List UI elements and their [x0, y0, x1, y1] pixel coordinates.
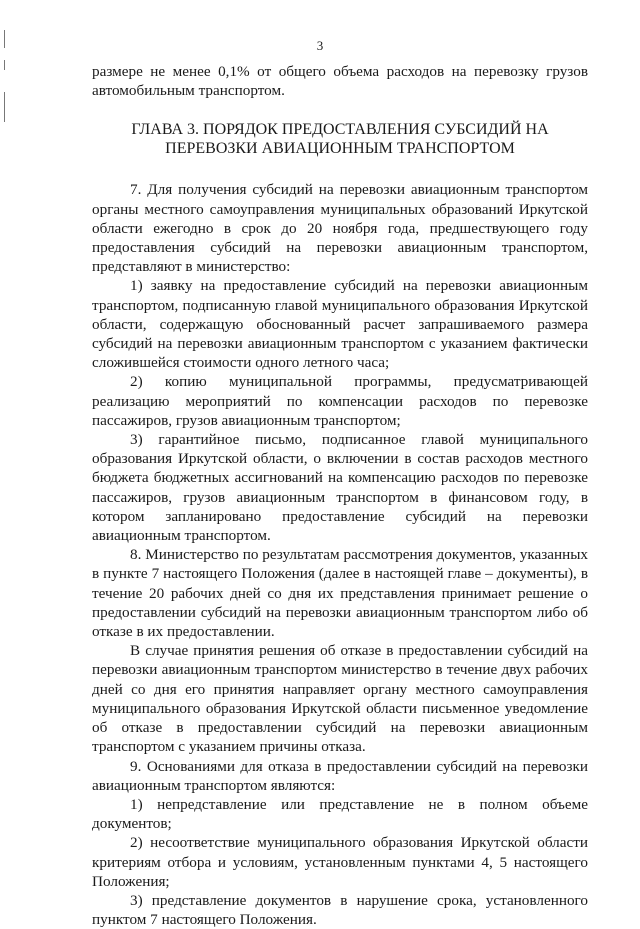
- paragraph-9-item-2: 2) несоответствие муниципального образования Иркутской области критериям отбора и условиям, установленным пунктами 4, 5 настоящего Положения;: [92, 834, 588, 890]
- chapter-heading: ГЛАВА 3. ПОРЯДОК ПРЕДОСТАВЛЕНИЯ СУБСИДИЙ НА ПЕРЕВОЗКИ АВИАЦИОННЫМ ТРАНСПОРТОМ: [131, 121, 549, 158]
- paragraph-8: 8. Министерство по результатам рассмотрения документов, указанных в пункте 7 настоящего Положения (далее в настоящей главе – документы), в течение 20 рабочих дней со дня их представления принимает решение о предоставлении субсидий на перевозки авиационным транспортом либо об отказе в их предоставлении.: [92, 546, 588, 641]
- page-number: 3: [316, 38, 324, 53]
- paragraph-8-refusal: В случае принятия решения об отказе в предоставлении субсидий на перевозки авиационным транспортом министерство в течение двух рабочих дней со дня его принятия направляет органу местного самоуправления муниципального образования Иркутской области письменное уведомление об отказе в предоставлении субсидий на перевозки авиационным транспортом с указанием причины отказа.: [92, 642, 588, 756]
- paragraph-9-item-3: 3) представление документов в нарушение срока, установленного пунктом 7 настоящего Положения.: [92, 891, 588, 929]
- paragraph-7: 7. Для получения субсидий на перевозки авиационным транспортом органы местного самоуправления муниципальных образований Иркутской области ежегодно в срок до 20 ноября года, предшествующего году предоставления субсидий на перевозки авиационным транспортом, представляют в министерство:: [92, 181, 588, 276]
- paragraph-7-item-3: 3) гарантийное письмо, подписанное главой муниципального образования Иркутской области, о включении в состав расходов местного бюджета бюджетных ассигнований на компенсацию расходов по перевозке пассажиров, грузов авиационным транспортом в финансовом году, в котором запланировано предоставление субсидий на перевозки авиационным транспортом.: [92, 431, 588, 545]
- paragraph-9: 9. Основаниями для отказа в предоставлении субсидий на перевозки авиационным транспортом являются:: [92, 757, 588, 794]
- paragraph-continuation: размере не менее 0,1% от общего объема расходов на перевозку грузов автомобильным транспортом.: [92, 63, 588, 100]
- paragraph-7-item-1: 1) заявку на предоставление субсидий на перевозки авиационным транспортом, подписанную главой муниципального образования Иркутской области, содержащую обоснованный расчет запрашиваемого размера субсидий на перевозки авиационным транспортом с указанием фактически сложившейся стоимости одного летного часа;: [92, 277, 588, 372]
- paragraph-7-item-2: 2) копию муниципальной программы, предусматривающей реализацию мероприятий по компенсации расходов по перевозке пассажиров, грузов авиационным транспортом;: [92, 373, 588, 429]
- paragraph-9-item-1: 1) непредставление или представление не в полном объеме документов;: [92, 795, 588, 833]
- document-body: [92, 62, 588, 929]
